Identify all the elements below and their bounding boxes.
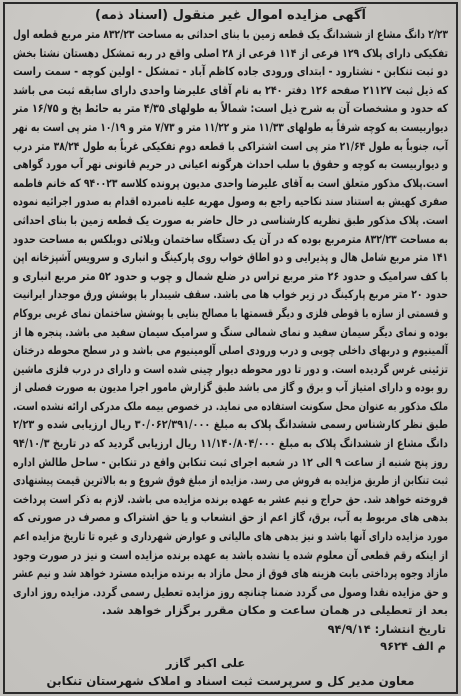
publish-date: تاریخ انتشار: ۹۴/۹/۱۴: [327, 622, 446, 636]
notice-text-line: بوده و نمای دیگر سیمان سفید و نمای شمالی سنگ و سرامیک سیمان سفید می باشد. پنجره ها از: [13, 324, 448, 339]
notice-text-line: و حق مزایده نقدا وصول می گردد ضمنا چنانچه روز مزایده تعطیل رسمی گردد. مزایده روز اداری: [13, 584, 448, 599]
notice-text-line: و دیواربیست به کوچه و حقوق با سلب احداث هرگونه اعیانی در حریم قانونی نهر آب مورد گواهی: [13, 157, 449, 172]
notice-text-line: ثبت تنکابن از طریق مزایده به فروش می رسد. مزایده از مبلغ فوق شروع و به بالاترین قیمت پیشنهادی: [13, 473, 449, 488]
notice-title: آگهی مزایده اموال غیر منقول (اسناد ذمه): [95, 8, 366, 23]
notice-text-line: فروخته خواهد شد. حق حراج و نیم عشر به عهده برنده مزایده می باشد. لازم به ذکر است پرداخت: [13, 491, 448, 506]
notice-text-line: با کف سرامیک و حدود ۲۶ متر مربع تراس در ضلع شمال و چوب و حدود ۵۲ متر مربع انباری و: [13, 268, 448, 283]
signer-title: معاون مدیر کل و سرپرست ثبت اسناد و املاک شهرستان تنکابن: [46, 674, 415, 688]
notice-text-line: رو بوده و دارای امتیاز آب و برق و گاز می باشد طبق گزارش مامور اجرا مدیون به صورت فصلی از: [13, 380, 449, 395]
notice-reference: م الف ۹۶۲۴: [380, 639, 446, 653]
notice-text-line: به مساحت ۸۳۲/۲۳ مترمربع بوده که در آن یک دستگاه ساختمان ویلائی دوبلکس به مساحت حدود: [13, 231, 448, 246]
notice-text-line: که ذیل ثبت ۲۱۱۲۷ صفحه ۱۲۶ دفتر ۲۴۰ به نام آقای علیرضا واحدی دارای سابقه ثبت می باشد: [12, 82, 448, 97]
notice-meta: [13, 621, 446, 655]
notice-body: [13, 25, 448, 620]
notice-text-line: که حدود و مشخصات آن به شرح ذیل است: شمالاً به طولهای ۴/۳۵ متر به حائط پخ و ۱۶/۷۵ متر: [12, 101, 448, 116]
notice-text-line: دیواربیست به کوچه شرقاً به طولهای ۱۱/۳۳ متر و ۱۱/۲۲ متر و ۷/۷۳ متر و ۱۰/۱۹ متر پی است به نهر: [12, 119, 448, 134]
notice-text-line: مازاد وجوه پرداختی بابت هزینه های فوق از محل مازاد به برنده مزایده مسترد خواهد شد و نیم عشر: [13, 566, 449, 581]
notice-text-line: دو ثبت تنکابن - نشتارود - ابتدای ورودی جاده کاظم آباد - تمشکل - اولین کوچه - سمت راست: [12, 64, 448, 79]
notice-text-line: تزئینی غرس گردیده است. و دور تا دور محوطه دیوار چینی شده است و دارای در درب فلزی ماشین: [13, 361, 448, 376]
notice-text-line: است. پلاک مذکور طبق نظریه کارشناسی در حال حاضر به صورت یک قطعه زمین با بنای احداثی: [12, 212, 448, 227]
notice-text-line: از اینکه رقم قطعی آن معلوم شده یا نشده باشد به عهده برنده مزایده است و نیز در صورت وجود: [12, 547, 448, 562]
notice-text-line: ملک مذکور به عنوان محل سکونت استفاده می نماید. در خصوص بیمه ملک مدرکی ارائه نشده است.: [13, 398, 448, 413]
notice-text-line: و قسمتی از سازه با قوطی فلزی و دیگر قسمتها با مصالح بنایی با پوشش ساختمان نمای غربی بروکام: [12, 305, 448, 320]
notice-text-line: مورد مزایده دارای آنها باشد و نیز بدهی های مالیاتی و عوارض شهرداری و غیره تا تاریخ مزایده اعم: [13, 529, 448, 544]
notice-text-line: بدهی های مربوط به آب، برق، گاز اعم از حق انشعاب و یا حق اشتراک و مصرف در صورتی که: [12, 510, 448, 525]
notice-text-line: است.پلاک مذکور متعلق است به آقای علیرضا واحدی مدیون پرونده کلاسه ۹۴۰۰۲۳ که خانم فاطمه: [13, 175, 448, 190]
notice-text-line: روز پنج شنبه از ساعت ۹ الی ۱۲ در شعبه اجرای ثبت تنکابن واقع در تنکابن - ساحل طالش اداره: [12, 454, 448, 469]
notice-text-line: آب، جنوباً به طول ۲۱/۶۴ متر پی است اشتراکی با قطعه دوم تفکیکی غرباً به طول ۳۸/۲۴ متر درب: [12, 138, 448, 153]
notice-text-line: ۲/۲۳ دانگ مشاع از ششدانگ یک قطعه زمین با بنای احداثی به مساحت ۸۳۲/۲۳ متر مربع قطعه اول: [13, 27, 448, 41]
notice-text-line: بعد از تعطیلی در همان ساعت و مکان مقرر برگزار خواهد شد.: [101, 603, 448, 618]
notice-text-line: ۱۴۱ متر مربع شامل هال و پذیرایی و دو اطاق خواب روی پارکینگ و انباری و سرویس آشپزخانه اپن: [13, 250, 448, 265]
signer-name: علی اکبر گازر: [165, 656, 246, 670]
notice-text-line: طبق نظر کارشناس رسمی ششدانگ پلاک به مبلغ ۳۰/۰۶۲/۳۹۱/۰۰۰ ریال ارزیابی شده و ۲/۲۳: [13, 417, 448, 432]
notice-frame: [3, 2, 458, 694]
notice-text-line: صفری کهیش به استناد سند نکاحیه راجع به وصول مهریه علیه نامبرده اقدام به صدور اجرائیه نموده: [13, 194, 449, 209]
notice-text-line: تفکیکی دارای پلاک ۱۲۹ فرعی از ۱۱۴ فرعی از ۲۸ اصلی واقع در ربه تمشکل دهستان نشتا بخش: [13, 45, 448, 60]
notice-text-line: آلمینیوم و دربهای داخلی چوبی و درب ورودی اصلی آلومینیوم می باشد و در سطح محوطه درختان: [13, 343, 449, 358]
notice-text-line: حدود ۲۰ متر مربع پارکینگ در زیر خواب ها می باشد. سقف شیبدار با پوشش ورق موجدار ایرانیت: [12, 287, 448, 302]
notice-text-line: دانگ مشاع از ششدانگ پلاک به مبلغ ۱۱/۱۴۰/۸۰۴/۰۰۰ ریال ارزیابی گردید که در تاریخ ۹۴/۱۰/۳: [12, 436, 448, 451]
